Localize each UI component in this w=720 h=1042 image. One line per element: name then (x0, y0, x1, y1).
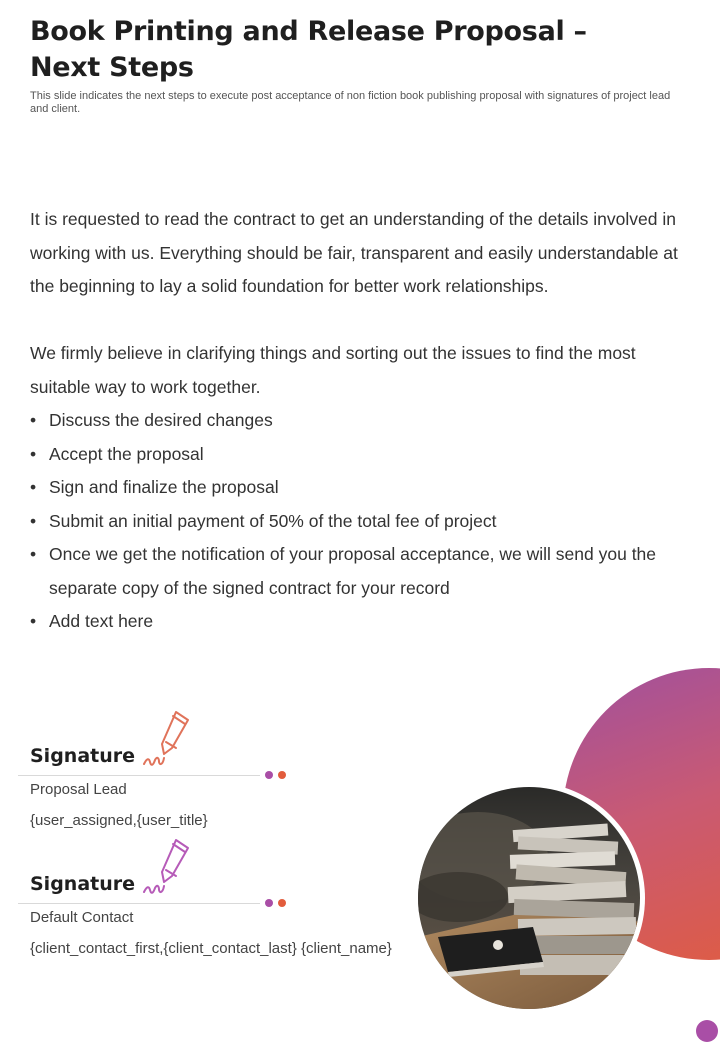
signature-heading: Signature (30, 745, 136, 767)
next-steps-list (30, 404, 695, 639)
signature-heading: Signature (30, 873, 136, 895)
list-item: • Submit an initial payment of 50% of the total fee of project (30, 505, 695, 539)
signature-divider (18, 775, 260, 776)
list-item: • Sign and finalize the proposal (30, 471, 695, 505)
signature-divider (18, 903, 260, 904)
page-title (30, 14, 630, 86)
list-item: • Add text here (30, 605, 695, 639)
title-line-1: Book Printing and Release Proposal – (30, 16, 587, 47)
purple-dot (265, 899, 273, 907)
list-item: • Discuss the desired changes (30, 404, 695, 438)
title-line-2: Next Steps (30, 52, 194, 83)
signature-role: Proposal Lead (30, 781, 127, 798)
signature-value: {client_contact_first,{client_contact_last} {client_name} (30, 940, 392, 957)
intro-paragraph: It is requested to read the contract to get an understanding of the details involved in working with us. Everything should be fair, transparent and easily understandable at the beginning to lay a solid foundation for better work relationships. (30, 209, 678, 296)
signature-role: Default Contact (30, 909, 134, 926)
list-item: • Once we get the notification of your proposal acceptance, we will send you the separate copy of the signed contract for your record (30, 538, 695, 605)
books-photo (418, 787, 640, 1009)
corner-dot-decoration (696, 1020, 718, 1042)
page-subtitle: This slide indicates the next steps to execute post acceptance of non fiction book publishing proposal with signatures of project lead and client. (30, 90, 671, 115)
purple-dot (265, 771, 273, 779)
orange-dot (278, 899, 286, 907)
main-content (30, 203, 695, 639)
list-item: • Accept the proposal (30, 438, 695, 472)
belief-paragraph: We firmly believe in clarifying things and sorting out the issues to find the most suitable way to work together. (30, 343, 636, 397)
signature-value: {user_assigned,{user_title} (30, 812, 208, 829)
pen-signature-icon (140, 836, 196, 898)
book-stack-illustration (418, 787, 640, 1009)
pen-signature-icon (140, 708, 196, 770)
orange-dot (278, 771, 286, 779)
